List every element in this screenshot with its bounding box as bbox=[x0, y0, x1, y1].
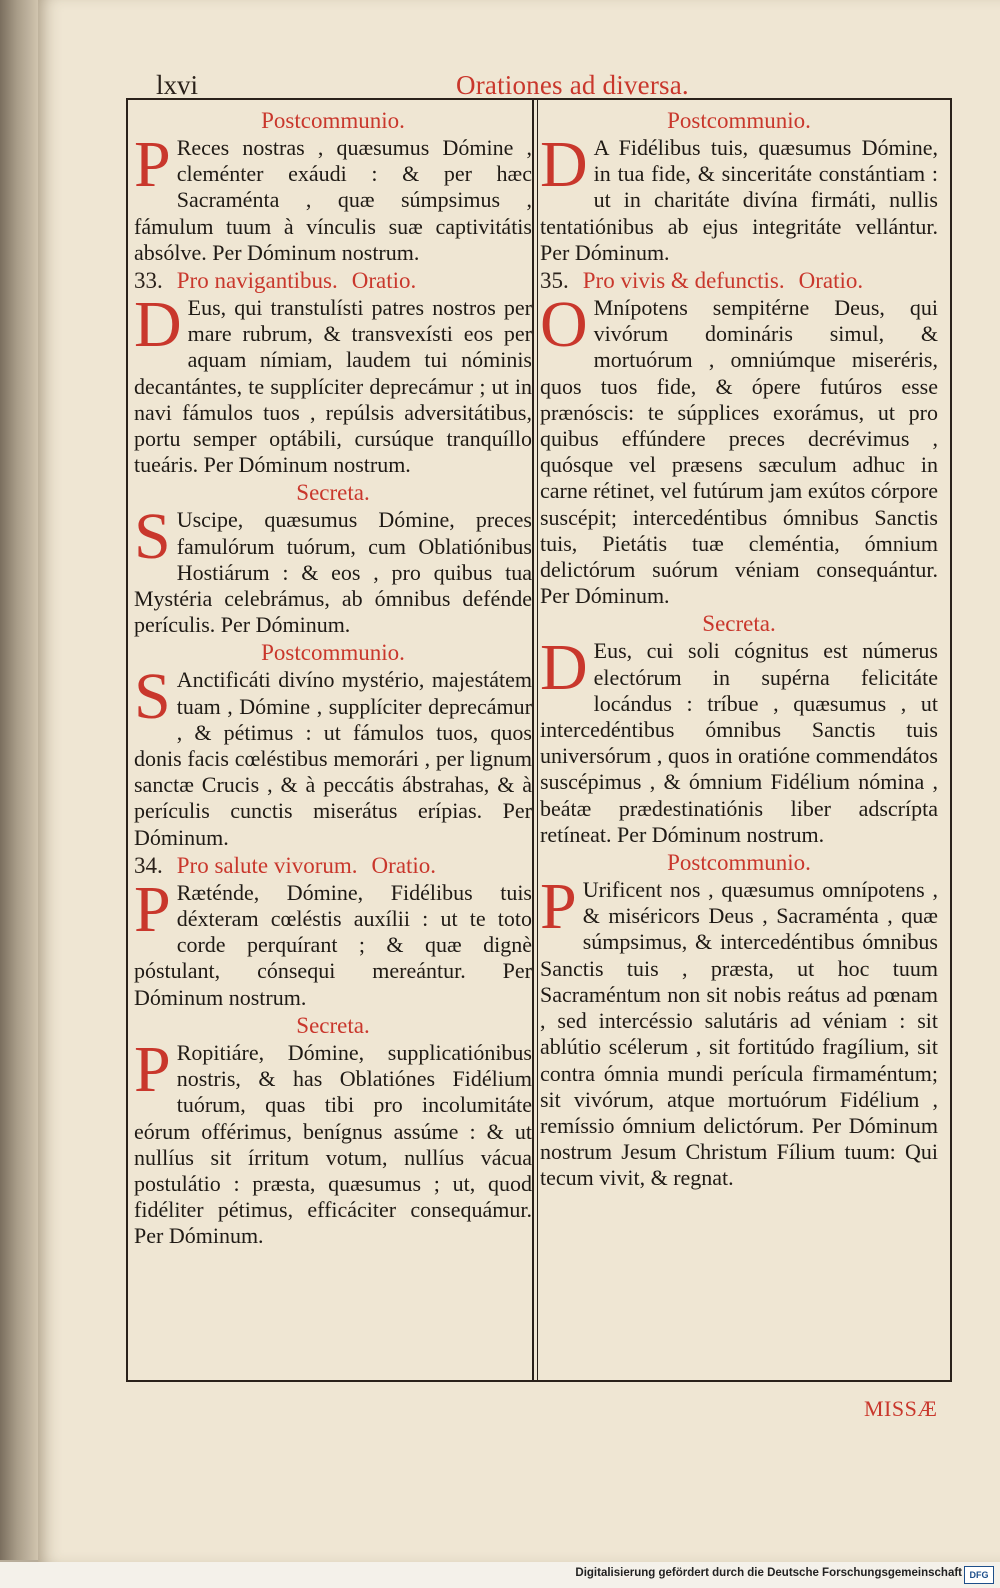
prayer-paragraph bbox=[540, 288, 938, 609]
footer-bar bbox=[0, 1562, 1000, 1588]
section-heading bbox=[540, 268, 938, 293]
prayer-text: Ræténde, Dómine, Fidélibus tuis déxteram cœléstis auxílii : ut te toto corde perquírant ; & quæ dignè póstulant, cónsequi mereántur. Per Dóminum nostrum. bbox=[134, 879, 532, 1010]
rubric-heading: Secreta. bbox=[702, 611, 776, 637]
prayer-paragraph bbox=[134, 872, 532, 1011]
section-oratio: Oratio. bbox=[371, 852, 437, 878]
prayer-text: Eus, cui soli cógnitus est númerus electórum in supérna felicitáte locándus : tríbue , quæsumus , ut intercedéntibus ómnibus Sanctis tuis universórum , quos in oratióne commendátos suscépimus , & ómnium Fidélium nómina , beátæ prædestinatiónis liber adscrípta retíneat. Per Dóminum nostrum. bbox=[540, 638, 938, 847]
catchword: MISSÆ bbox=[864, 1396, 938, 1421]
drop-capital: P bbox=[540, 870, 577, 944]
rubric-heading: Postcommunio. bbox=[667, 108, 811, 133]
drop-capital: P bbox=[134, 128, 171, 201]
running-title: Orationes ad diversa. bbox=[456, 70, 689, 100]
rubric-heading: Secreta. bbox=[296, 1012, 370, 1038]
prayer-paragraph bbox=[540, 870, 938, 1191]
section-oratio: Oratio. bbox=[351, 268, 417, 294]
prayer-text: Ropitiáre, Dómine, supplicatiónibus nostris, & has Oblatiónes Fidélium tuórum, quas tibi pro incolumitáte eórum offérimus, benígnus assúme : & ut nullíus sit írritum votum, nullíus vácua postulátio : præsta, quæsumus ; ut, quod fidéliter pétimus, efficáciter consequámur. Per Dóminum. bbox=[134, 1039, 532, 1249]
section-heading bbox=[134, 268, 532, 293]
drop-capital: D bbox=[540, 631, 588, 705]
book-spine bbox=[0, 0, 42, 1560]
prayer-text: Urificent nos , quæsumus omnípotens , & miséricors Deus , Sacraménta , quæ súmpsimus, & intercedéntibus ómnibus Sanctis tuis , præsta, ut hoc tuum Sacraméntum non sit nobis reátus ad pœnam , sed intercéssio salutáris ad véniam : sit ablútio scélerum , sit fortitúdo fragílium, sit contra ómnia mundi perícula firmaméntum; sit vivórum, atque mortuórum Fidélium , remíssio ómnium delictórum. Per Dóminum nostrum Jesum Christum Fílium tuum: Qui tecum vivit, & regnat. bbox=[540, 877, 938, 1191]
text-frame bbox=[126, 98, 952, 1382]
section-number: 35. bbox=[540, 268, 569, 294]
prayer-paragraph bbox=[134, 500, 532, 638]
drop-capital: D bbox=[134, 288, 182, 362]
prayer-text: A Fidélibus tuis, quæsumus Dómine, in tua fide, & sinceritáte constántiam : ut in charitáte divína firmáti, nullis tentatiónibus ab ejus integritáte vellántur. Per Dóminum. bbox=[540, 135, 938, 265]
prayer-paragraph bbox=[540, 128, 938, 266]
column-rule bbox=[532, 100, 534, 1380]
dfg-logo-icon: DFG bbox=[964, 1566, 994, 1584]
drop-capital: D bbox=[540, 128, 588, 201]
drop-capital: S bbox=[134, 500, 171, 574]
prayer-text: Eus, qui transtulísti patres nostros per mare rubrum, & transvexísti eos per aquam nímiam, laudem tui nóminis decantántes, te supplíciter deprecámur ; ut in navi fámulos tuos , repúlsis adversitátibus, portu semper optábili, cursúque tranquíllo tueáris. Per Dóminum nostrum. bbox=[134, 295, 532, 478]
section-title: Pro vivis & defunctis. bbox=[582, 268, 785, 294]
section-oratio: Oratio. bbox=[798, 268, 864, 294]
drop-capital: P bbox=[134, 872, 171, 946]
drop-capital: S bbox=[134, 660, 171, 734]
prayer-paragraph bbox=[134, 288, 532, 478]
prayer-paragraph bbox=[540, 631, 938, 848]
prayer-text: Uscipe, quæsumus Dómine, preces famulórum tuórum, cum Oblatiónibus Hostiárum : & eos , pro quibus tua Mystéria celebrámus, ab ómnibus defénde perículis. Per Dóminum. bbox=[134, 507, 532, 638]
prayer-text: Reces nostras , quæsumus Dómine , cleménter exáudi : & per hæc Sacraménta , quæ súmpsimus , fámulum tuum à vínculis suæ captivitátis absólve. Per Dóminum nostrum. bbox=[134, 135, 532, 265]
right-column bbox=[540, 106, 938, 1374]
section-title: Pro navigantibus. bbox=[176, 268, 338, 294]
column-rule-inner bbox=[537, 100, 538, 1380]
drop-capital: O bbox=[540, 288, 588, 362]
footer-credit: Digitalisierung gefördert durch die Deutsche Forschungsgemeinschaft bbox=[575, 1567, 962, 1579]
section-heading bbox=[134, 853, 532, 878]
book-page bbox=[38, 0, 1000, 1562]
prayer-text: Mnípotens sempitérne Deus, qui vivórum domináris simul, & mortuórum , omniúmque miseréris, quos tuos fide, & ópere futúros esse prænóscis: te súpplices exorámus, ut pro quibus effúndere preces decrévimus , quósque vel præsens sæculum adhuc in carne rétinet, vel futúrum jam exútos córpore suscépit; intercedéntibus ómnibus Sanctis tuis, Pietátis tuæ cleméntia, ómnium delictórum suórum véniam consequántur. Per Dóminum. bbox=[540, 295, 938, 609]
rubric-heading: Postcommunio. bbox=[667, 850, 811, 876]
section-number: 34. bbox=[134, 852, 163, 878]
prayer-paragraph bbox=[134, 660, 532, 850]
prayer-paragraph bbox=[134, 128, 532, 266]
prayer-paragraph bbox=[134, 1032, 532, 1250]
rubric-heading: Postcommunio. bbox=[261, 640, 405, 666]
left-column bbox=[134, 106, 532, 1374]
drop-capital: P bbox=[134, 1032, 171, 1106]
rubric-heading: Secreta. bbox=[296, 480, 370, 506]
page-number: lxvi bbox=[156, 70, 199, 100]
section-number: 33. bbox=[134, 268, 163, 294]
section-title: Pro salute vivorum. bbox=[176, 852, 358, 878]
rubric-heading: Postcommunio. bbox=[261, 108, 405, 133]
prayer-text: Anctificáti divíno mystério, majestátem tuam , Dómine , supplíciter deprecámur , & pétimus : ut fámulos tuos, quos donis facis cœléstibus memorári , per lignum sanctæ Crucis , & à peccátis ábstrahas, & à perículis cunctis miserátus erípias. Per Dóminum. bbox=[134, 667, 532, 850]
